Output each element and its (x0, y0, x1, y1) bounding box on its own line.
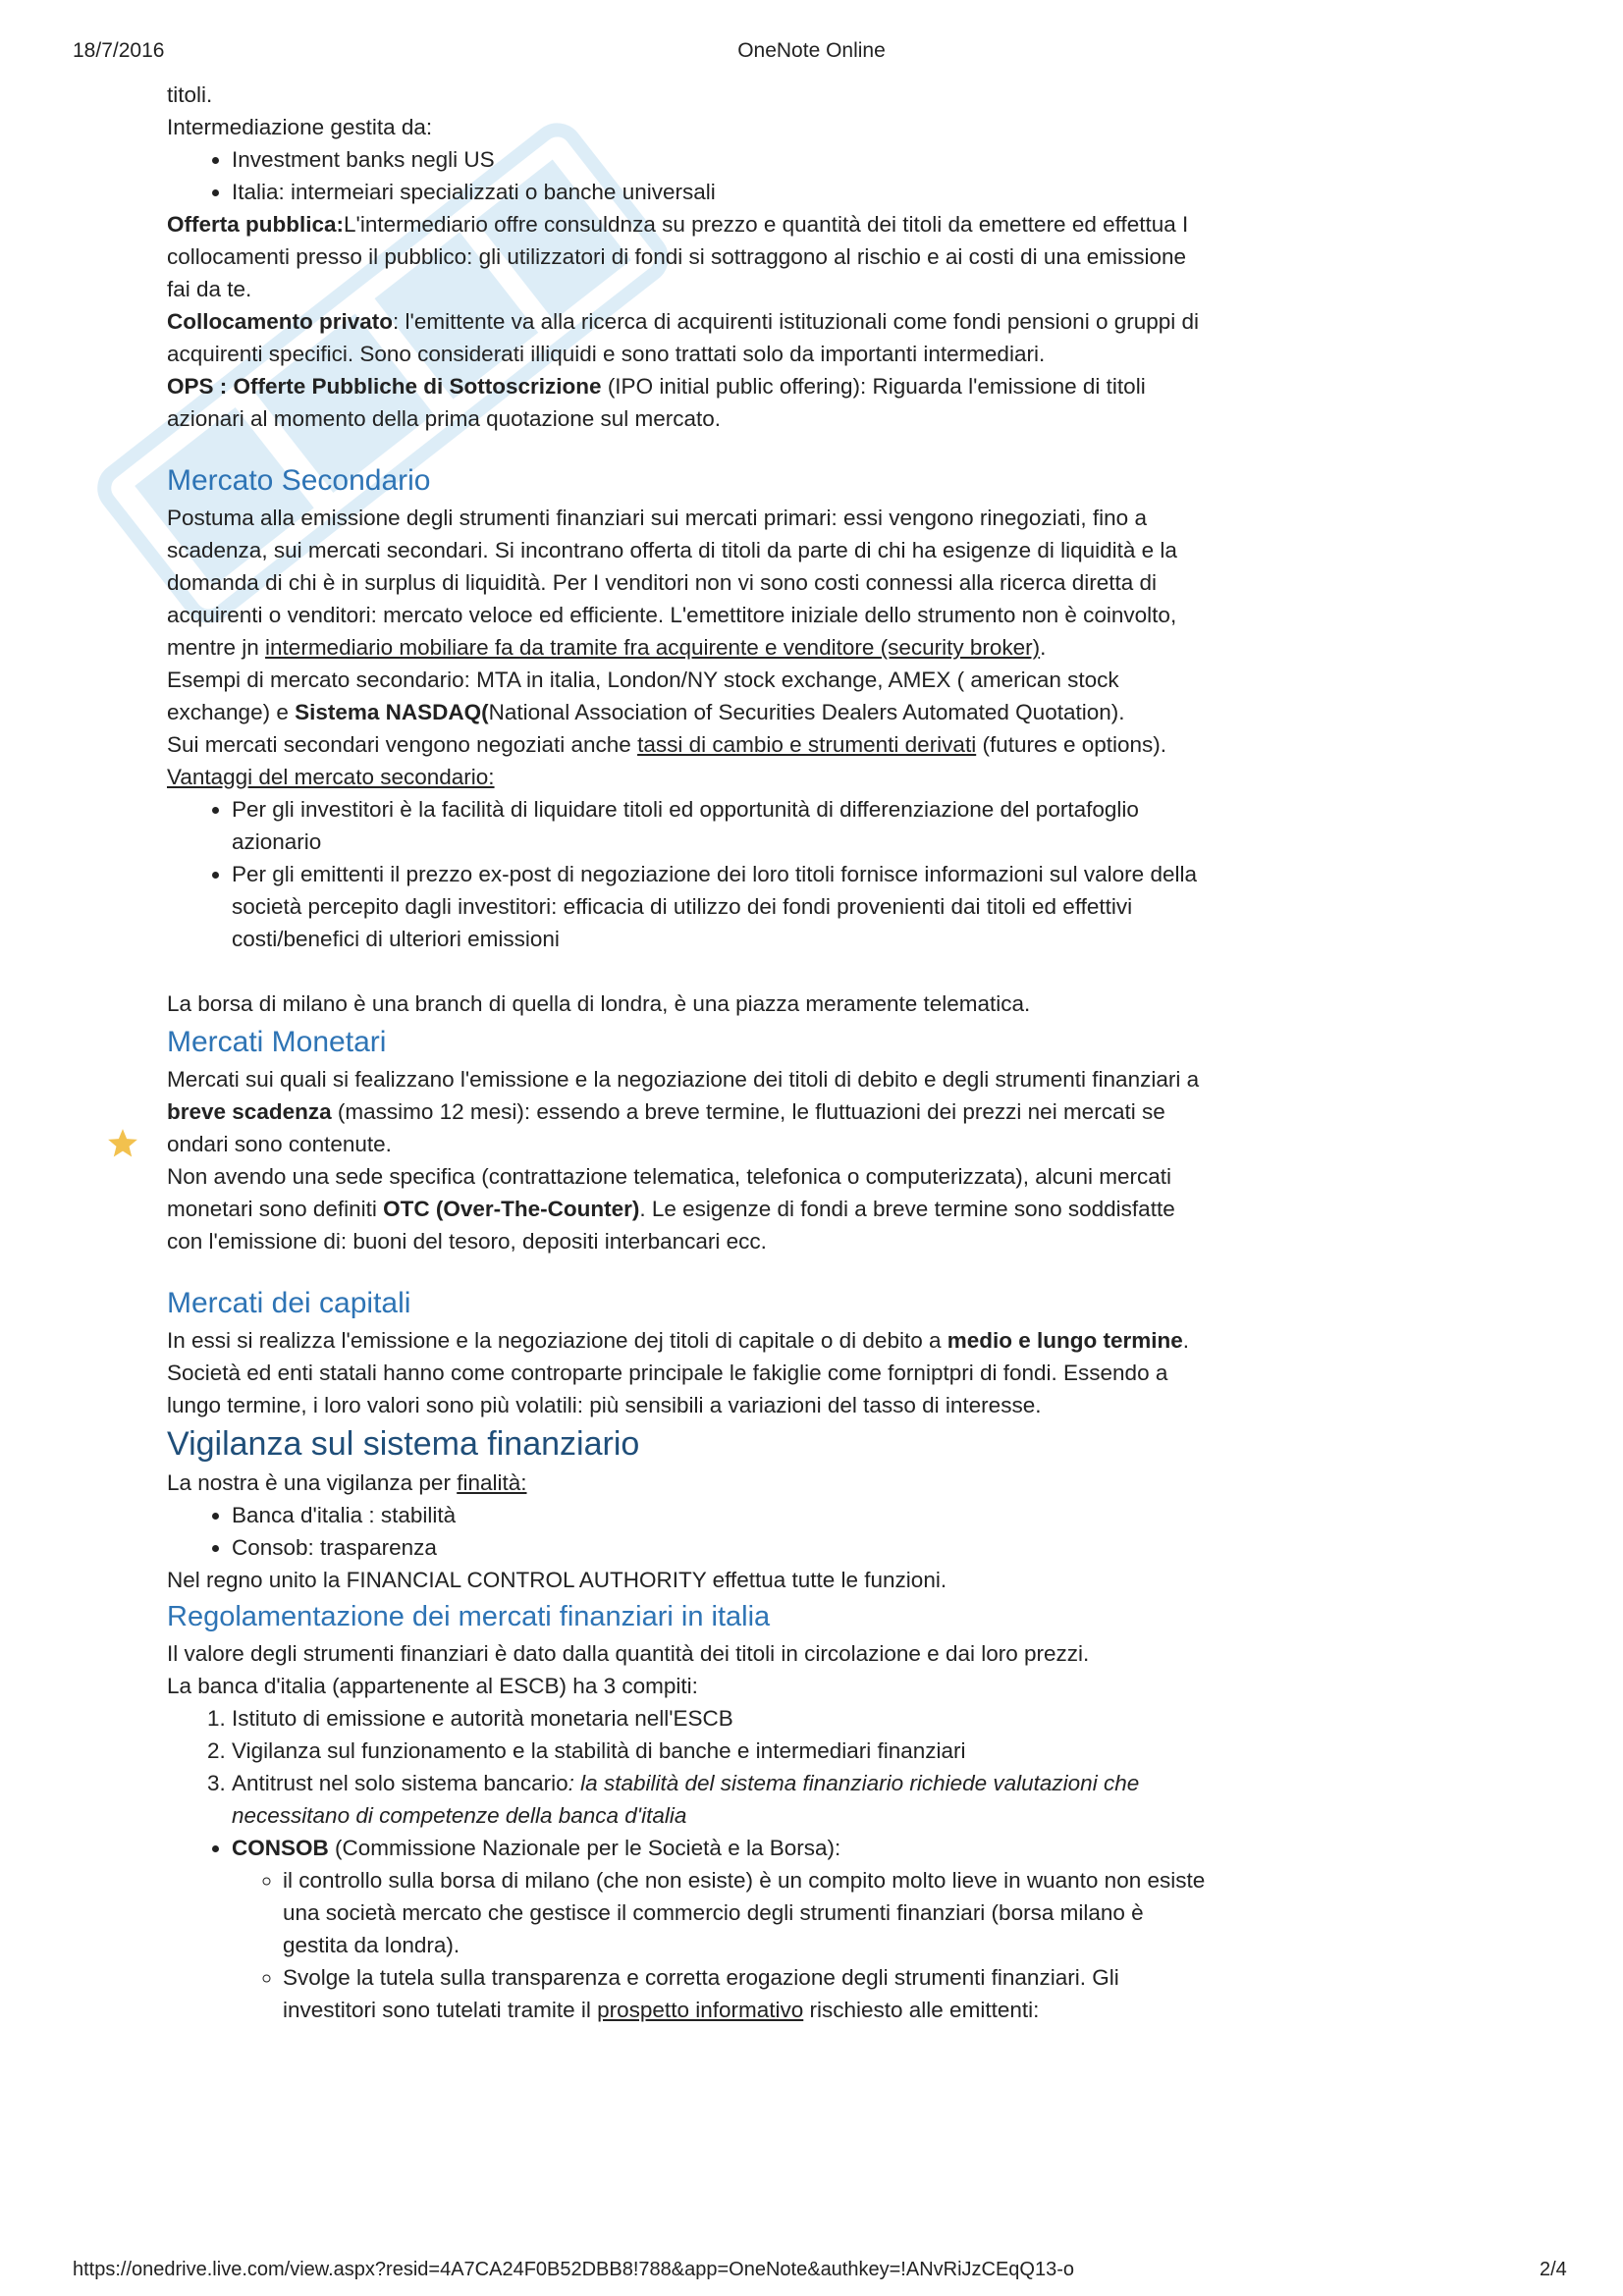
bullet-list (167, 143, 1208, 208)
list-item (283, 1961, 1208, 2026)
paragraph: Intermediazione gestita da: (167, 115, 433, 139)
text: La nostra è una vigilanza per (167, 1470, 458, 1495)
paragraph (167, 1324, 1208, 1421)
list-item: • Investment banks negli US (232, 143, 1208, 176)
page-number: 2/4 (1540, 2259, 1567, 2280)
text: (Commissione Nazionale per le Società e la Borsa): (328, 1836, 841, 1860)
list-item (232, 1832, 1208, 2026)
text: Mercati sui quali si fealizzano l'emissione e la negoziazione dei titoli di debito e degli strumenti finanziari a (167, 1067, 1200, 1092)
heading-mercati-capitali: Mercati dei capitali (167, 1287, 411, 1319)
text: . (1040, 635, 1047, 660)
underlined-text: tassi di cambio e strumenti derivati (637, 732, 977, 757)
bold-term: medio e lungo termine (947, 1328, 1183, 1353)
paragraph (167, 502, 1208, 664)
bullet-list (167, 1832, 1208, 2026)
bold-term: CONSOB (232, 1836, 329, 1860)
paragraph (167, 1467, 1208, 1499)
paragraph: titoli. (167, 82, 213, 107)
list-item: • Per gli emittenti il prezzo ex-post di negoziazione dei loro titoli fornisce informazioni sul valore della società percepito dagli investitori: efficacia di utilizzo dei fondi provenienti dai titoli ed effettivi costi/benefici di ulteriori emissioni (232, 858, 1208, 955)
bold-term: OTC (Over-The-Counter) (383, 1197, 640, 1221)
paragraph (167, 1063, 1208, 1160)
bullet-list (167, 1499, 1208, 1564)
heading-mercati-monetari: Mercati Monetari (167, 1026, 387, 1058)
heading-mercato-secondario: Mercato Secondario (167, 464, 431, 497)
list-item: 1. Istituto di emissione e autorità monetaria nell'ESCB (232, 1702, 1208, 1735)
paragraph: Nel regno unito la FINANCIAL CONTROL AUTHORITY effettua tutte le funzioni. (167, 1568, 947, 1592)
text: Esempi di mercato secondario: MTA in italia, London/NY stock exchange, AMEX ( american stock exchange) e (167, 667, 1119, 724)
sub-bullet-list (232, 1864, 1208, 2026)
paragraph (167, 664, 1208, 728)
paragraph-ops (167, 370, 1208, 435)
text: Sui mercati secondari vengono negoziati anche (167, 732, 638, 757)
text: (massimo 12 mesi): essendo a breve termine, le fluttuazioni dei prezzi nei mercati se ondari sono contenute. (167, 1099, 1165, 1156)
underlined-text: finalità: (457, 1470, 527, 1495)
bold-term: Offerta pubblica: (167, 212, 345, 237)
text: Non avendo una sede specifica (contrattazione telematica, telefonica o computerizzata), alcuni mercati monetari sono definiti (167, 1164, 1172, 1221)
text: L'intermediario offre consuldnza su prezzo e quantità dei titoli da emettere ed effettua I collocamenti presso il pubblico: gli utilizzatori di fondi si sottraggono al rischio e ai costi di una emissione fai da te. (167, 212, 1189, 301)
text: Svolge la tutela sulla transparenza e corretta erogazione degli strumenti finanziari. Gli investitori sono tutelati tramite il (283, 1965, 1119, 2022)
subheading-vantaggi: Vantaggi del mercato secondario: (167, 765, 495, 789)
paragraph-collocamento (167, 305, 1208, 370)
list-item: • Per gli investitori è la facilità di liquidare titoli ed opportunità di differenziazione del portafoglio azionario (232, 793, 1208, 858)
text: (IPO initial public offering): Riguarda l'emissione di titoli azionari al momento della prima quotazione sul mercato. (167, 374, 1146, 431)
star-icon (106, 1127, 139, 1160)
bold-term: OPS : Offerte Pubbliche di Sottoscrizione (167, 374, 602, 399)
bold-term: Collocamento privato (167, 309, 394, 334)
bold-term: breve scadenza (167, 1099, 332, 1124)
text: (futures e options). (976, 732, 1167, 757)
text: Antitrust nel solo sistema bancario (232, 1771, 568, 1795)
paragraph: Il valore degli strumenti finanziari è dato dalla quantità dei titoli in circolazione e dai loro prezzi. (167, 1641, 1090, 1666)
list-item: • Consob: trasparenza (232, 1531, 1208, 1564)
text: Postuma alla emissione degli strumenti finanziari sui mercati primari: essi vengono rinegoziati, fino a scadenza, sui mercati secondari. Si incontrano offerta di titoli da parte di chi ha esigenze di liquidità e la domanda di chi è in surplus di liquidità. Per I venditori non vi sono costi connessi alla ricerca diretta di acquirenti o venditori: mercato veloce ed efficiente. L'emettitore iniziale dello strumento non è coinvolto, mentre jn (167, 506, 1177, 660)
underlined-text: intermediario mobiliare fa da tramite fra acquirente e venditore (security broker) (265, 635, 1041, 660)
starred-note: La borsa di milano è una branch di quella di londra, è una piazza meramente telematica. (167, 991, 1031, 1016)
print-title: OneNote Online (737, 39, 886, 62)
paragraph-offerta (167, 208, 1208, 305)
text: In essi si realizza l'emissione e la negoziazione dej titoli di capitale o di debito a (167, 1328, 947, 1353)
bold-term: Sistema NASDAQ( (295, 700, 489, 724)
paragraph (167, 1160, 1208, 1257)
list-item: • Banca d'italia : stabilità (232, 1499, 1208, 1531)
list-item: 2. Vigilanza sul funzionamento e la stabilità di banche e intermediari finanziari (232, 1735, 1208, 1767)
list-item: ◦ il controllo sulla borsa di milano (che non esiste) è un compito molto lieve in wuanto non esiste una società mercato che gestisce il commercio degli strumenti finanziari (borsa milano è gestita da londra). (283, 1864, 1208, 1961)
text: . Le esigenze di fondi a breve termine sono soddisfatte con l'emissione di: buoni del tesoro, depositi interbancari ecc. (167, 1197, 1175, 1254)
heading-regolamentazione: Regolamentazione dei mercati finanziari in italia (167, 1601, 771, 1632)
print-url: https://onedrive.live.com/view.aspx?resid=4A7CA24F0B52DBB8!788&app=OneNote&authkey=!ANvRiJzCEqQ13-o (73, 2259, 1075, 2280)
list-item: • Italia: intermeiari specializzati o banche universali (232, 176, 1208, 208)
underlined-text: prospetto informativo (597, 1998, 804, 2022)
paragraph (167, 728, 1208, 761)
list-item (232, 1767, 1208, 1832)
text: : l'emittente va alla ricerca di acquirenti istituzionali come fondi pensioni o gruppi di acquirenti specifici. Sono considerati illiquidi e sono trattati solo da importanti intermediari. (167, 309, 1200, 366)
numbered-list (167, 1702, 1208, 1832)
print-date: 18/7/2016 (73, 39, 165, 62)
heading-vigilanza: Vigilanza sul sistema finanziario (167, 1425, 640, 1463)
text: rischiesto alle emittenti: (803, 1998, 1040, 2022)
italic-text: : la stabilità del sistema finanziario richiede valutazioni che necessitano di competenze della banca d'italia (232, 1771, 1140, 1828)
text: National Association of Securities Dealers Automated Quotation). (488, 700, 1125, 724)
paragraph: La banca d'italia (appartenente al ESCB) ha 3 compiti: (167, 1674, 698, 1698)
text: . Società ed enti statali hanno come controparte principale le fakiglie come forniptpri di fondi. Essendo a lungo termine, i loro valori sono più volatili: più sensibili a variazioni del tasso di interesse. (167, 1328, 1190, 1417)
bullet-list (167, 793, 1208, 955)
note-content (167, 79, 1208, 2026)
